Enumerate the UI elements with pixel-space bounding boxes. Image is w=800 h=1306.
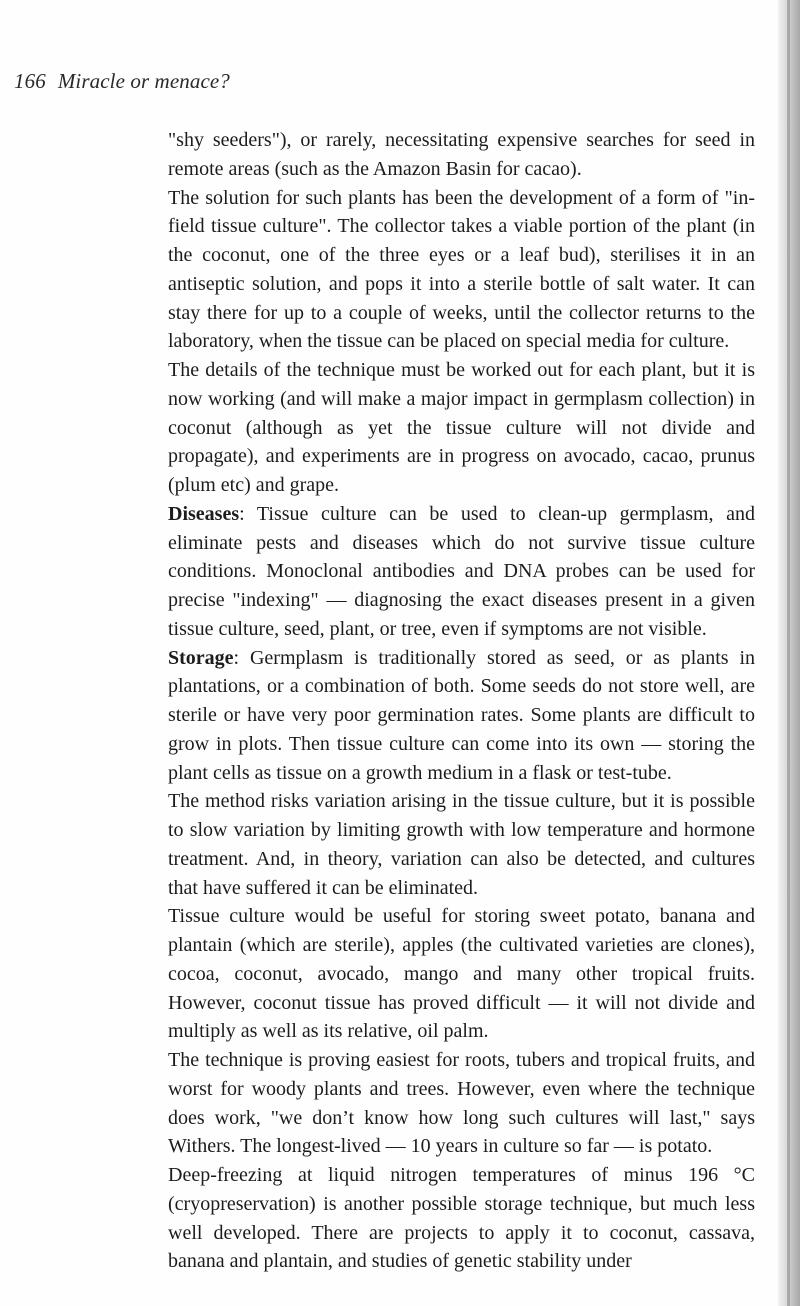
paragraph-text: "shy seeders"), or rarely, necessitating expensive searches for seed in remote areas (such as the Amazon Basin for cacao).: [168, 129, 755, 180]
page-number: 166: [14, 69, 46, 93]
paragraph: [168, 356, 755, 500]
paragraph-text: : Tissue culture can be used to clean-up germplasm, and eliminate pests and diseases which do not survive tissue culture conditions. Monoclonal antibodies and DNA probes can be used for precise "indexing" — diagnosing the exact diseases present in a given tissue culture, seed, plant, or tree, even if symptoms are not visible.: [168, 502, 755, 640]
running-header: [14, 69, 230, 94]
paragraph: [168, 1161, 755, 1276]
running-title: Miracle or menace?: [57, 69, 230, 93]
paragraph: [168, 644, 755, 788]
paragraph-text: The method risks variation arising in the tissue culture, but it is possible to slow variation by limiting growth with low temperature and hormone treatment. And, in theory, variation can also be detected, and cultures that have suffered it can be eliminated.: [168, 790, 755, 899]
paragraph: [168, 1046, 755, 1161]
paragraph: [168, 184, 755, 357]
paragraph-text: : Germplasm is traditionally stored as seed, or as plants in plantations, or a combination of both. Some seeds do not store well, are sterile or have very poor germination rates. Some plants are difficult to grow in plots. Then tissue culture can come into its own — storing the plant cells as tissue on a growth medium in a flask or test-tube.: [168, 646, 755, 784]
paragraph-text: Tissue culture would be useful for storing sweet potato, banana and plantain (which are sterile), apples (the cultivated varieties are clones), cocoa, coconut, avocado, mango and many other tropical fruits. However, coconut tissue has proved difficult — it will not divide and multiply as well as its relative, oil palm.: [168, 905, 755, 1043]
paragraph: [168, 787, 755, 902]
paragraph-text: Deep-freezing at liquid nitrogen temperatures of minus 196 °C (cryopreservation) is another possible storage technique, but much less well developed. There are projects to apply it to coconut, cassava, banana and plantain, and studies of genetic stability under: [168, 1164, 755, 1273]
paragraph: [168, 902, 755, 1046]
page-edge-line: [787, 0, 790, 1306]
paragraph-lead: Storage: [168, 646, 234, 669]
paragraph-text: The details of the technique must be worked out for each plant, but it is now working (and will make a major impact in germplasm collection) in coconut (although as yet the tissue culture will not divide and propagate), and experiments are in progress on avocado, cacao, prunus (plum etc) and grape.: [168, 359, 755, 496]
paragraph-text: The technique is proving easiest for roots, tubers and tropical fruits, and worst for woody plants and trees. However, even where the technique does work, "we don’t know how long such cultures will last," says Withers. The longest-lived — 10 years in culture so far — is potato.: [168, 1049, 755, 1158]
body-text: [168, 126, 755, 1276]
paragraph-lead: Diseases: [168, 502, 240, 525]
paragraph: [168, 126, 755, 184]
paragraph-text: The solution for such plants has been the development of a form of "in-field tissue culture". The collector takes a viable portion of the plant (in the coconut, one of the three eyes or a leaf bud), sterilises it in an antiseptic solution, and pops it into a sterile bottle of salt water. It can stay there for up to a couple of weeks, until the collector returns to the laboratory, when the tissue can be placed on special media for culture.: [168, 186, 755, 353]
paragraph: [168, 500, 755, 644]
